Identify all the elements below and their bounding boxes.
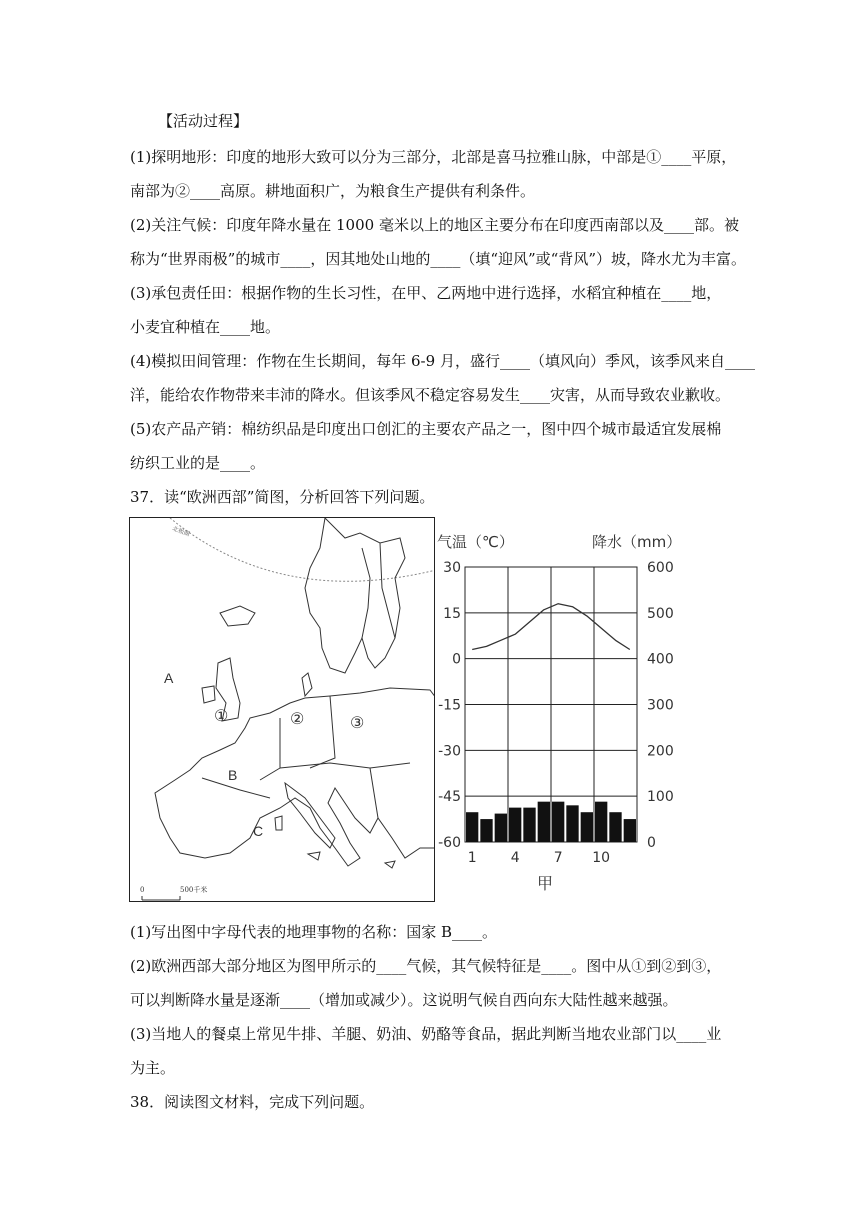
scale-label: 500千米	[180, 886, 208, 894]
sweden-border	[362, 548, 370, 638]
finland-border	[380, 543, 395, 638]
island-crete	[385, 861, 395, 868]
precip-bar-month-10	[595, 802, 607, 842]
map-svg	[130, 518, 435, 902]
y-left-tick-label: -30	[438, 743, 461, 760]
climate-chart-svg	[435, 517, 699, 902]
island-sicily	[308, 852, 320, 860]
label-B: B	[228, 767, 238, 783]
island-sardinia	[275, 816, 282, 830]
y-right-tick-label: 400	[647, 651, 674, 668]
border-central	[280, 763, 410, 768]
text-line: 可以判断降水量是逐渐____（增加或减少）。这说明气候自西向东大陆性越来越强。	[130, 991, 678, 1009]
y-left-tick-label: 30	[443, 560, 461, 576]
europe-figure	[129, 517, 699, 902]
ireland-outline	[202, 686, 215, 703]
label-A: A	[164, 670, 174, 686]
y-right-tick-label: 500	[647, 605, 674, 622]
text-line: (3)承包责任田：根据作物的生长习性，在甲、乙两地中进行选择，水稻宜种植在____地，	[130, 284, 722, 302]
x-tick-label: 1	[467, 850, 477, 866]
label-circle-1: ①	[214, 706, 229, 725]
arctic-circle-label: 北极圈	[171, 525, 191, 539]
text-line: 南部为②____高原。耕地面积广，为粮食生产提供有利条件。	[130, 182, 536, 200]
arctic-circle-line	[170, 518, 435, 581]
precip-bar-month-12	[624, 819, 636, 842]
border-france-germany	[260, 718, 280, 780]
x-tick-label: 7	[553, 850, 563, 866]
western-europe-map	[129, 517, 435, 902]
y-left-tick-label: -45	[438, 789, 461, 806]
y-right-tick-label: 300	[647, 697, 674, 714]
precip-bar-month-4	[509, 808, 521, 842]
label-circle-2: ②	[290, 709, 305, 728]
y-right-tick-label: 100	[647, 789, 674, 806]
x-tick-label: 10	[592, 850, 611, 866]
y-right-title: 降水（mm）	[592, 533, 682, 551]
precip-bar-month-5	[523, 808, 535, 842]
scandinavia-outline	[305, 518, 405, 673]
precip-bar-month-3	[495, 814, 507, 842]
border-balkans	[370, 768, 378, 818]
y-left-title: 气温（℃）	[437, 533, 514, 551]
text-line: (5)农产品产销：棉纺织品是印度出口创汇的主要农产品之一，图中四个城市最适宜发展棉	[130, 420, 722, 438]
text-line: 洋，能给农作物带来丰沛的降水。但该季风不稳定容易发生____灾害，从而导致农业歉收。	[130, 386, 731, 404]
text-line: 小麦宜种植在____地。	[130, 318, 281, 336]
question-38-title: 38．阅读图文材料，完成下列问题。	[130, 1093, 375, 1111]
y-left-tick-label: -15	[438, 697, 461, 714]
coastlines	[155, 518, 435, 868]
x-tick-label: 4	[510, 850, 520, 866]
text-line: (3)当地人的餐桌上常见牛排、羊腿、奶油、奶酪等食品，据此判断当地农业部门以____业	[130, 1025, 722, 1043]
label-C: C	[253, 823, 264, 839]
activity-heading: 【活动过程】	[158, 112, 249, 130]
precip-bar-month-7	[552, 802, 564, 842]
scale-zero: 0	[140, 886, 145, 894]
denmark-outline	[302, 673, 312, 696]
text-line: (1)写出图中字母代表的地理事物的名称：国家 B____。	[130, 923, 498, 941]
precip-bar-month-2	[480, 819, 492, 842]
precip-bar-month-9	[581, 812, 593, 842]
text-line: (1)探明地形：印度的地形大致可以分为三部分，北部是喜马拉雅山脉，中部是①____平原，	[130, 148, 737, 166]
precip-bar-month-6	[538, 802, 550, 842]
iceland-outline	[220, 606, 255, 626]
text-line: (2)欧洲西部大部分地区为图甲所示的____气候，其气候特征是____。图中从①到②到③，	[130, 957, 722, 975]
precip-bar-month-8	[566, 805, 578, 842]
y-right-tick-label: 200	[647, 743, 674, 760]
border-germany-poland	[310, 696, 335, 768]
chart-caption: 甲	[537, 874, 554, 893]
y-right-tick-label: 600	[647, 560, 674, 576]
y-left-tick-label: 0	[452, 651, 461, 668]
y-right-tick-label: 0	[647, 835, 656, 851]
climate-chart	[435, 517, 699, 902]
text-line: (4)模拟田间管理：作物在生长期间，每年 6-9 月，盛行____（填风向）季风，该季风来自____	[130, 352, 755, 370]
y-left-tick-label: -60	[438, 835, 461, 851]
label-circle-3: ③	[350, 713, 365, 732]
precip-bar-month-11	[609, 812, 621, 842]
text-line: 为主。	[130, 1059, 176, 1077]
text-line: 纺织工业的是____。	[130, 454, 266, 472]
question-37-title: 37．读“欧洲西部”简图，分析回答下列问题。	[130, 488, 435, 506]
text-line: 称为“世界雨极”的城市____，因其地处山地的____（填“迎风”或“背风”）坡，降水尤为丰富。	[130, 250, 747, 268]
text-line: (2)关注气候：印度年降水量在 1000 毫米以上的地区主要分布在印度西南部以及____部。被	[130, 216, 739, 234]
y-left-tick-label: 15	[443, 605, 461, 622]
precip-bar-month-1	[466, 812, 478, 842]
